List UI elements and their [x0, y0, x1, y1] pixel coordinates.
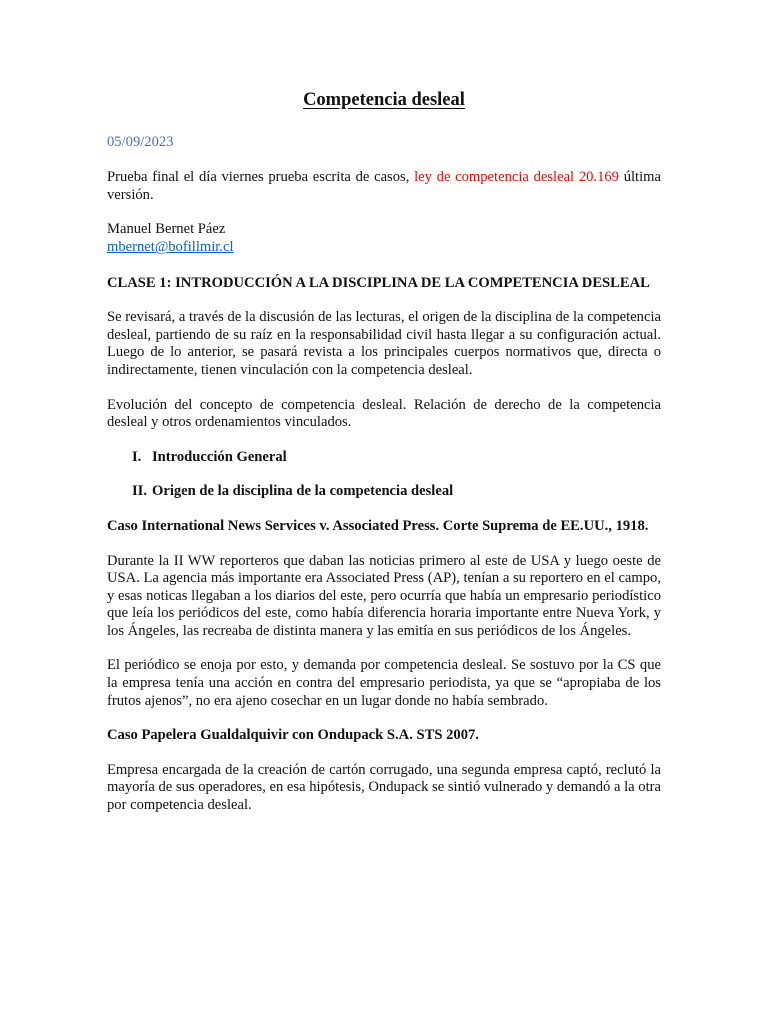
section-label: Origen de la disciplina de la competencia desleal: [152, 483, 454, 500]
case-heading: Caso Papelera Gualdalquivir con Ondupack S.A. STS 2007.: [107, 727, 479, 744]
evolucion-paragraph: Evolución del concepto de competencia desleal. Relación de derecho de la competencia desleal y otros ordenamientos vinculados.: [107, 396, 661, 431]
law-reference: ley de competencia desleal 20.169: [414, 169, 619, 186]
date-line: 05/09/2023: [107, 133, 174, 150]
exam-note-suffix: última versión.: [107, 169, 661, 203]
clase-description: Se revisará, a través de la discusión de las lecturas, el origen de la disciplina de la competencia desleal, partiendo de su raíz en la responsabilidad civil hasta llegar a su configuración actual. Luego de lo anterior, se pasará revista a los principales cuerpos normativos que, directa o indirectamente, tienen vinculación con la competencia desleal.: [107, 309, 661, 378]
section-number: I.: [132, 448, 142, 465]
section-item: [107, 483, 661, 501]
document-title: Competencia desleal: [303, 90, 465, 110]
exam-note: [107, 169, 661, 204]
author-name: Manuel Bernet Páez: [107, 221, 226, 238]
case-paragraph: Durante la II WW reporteros que daban las noticias primero al este de USA y luego oeste de USA. La agencia más importante era Associated Press (AP), tenían a su reportero en el campo, y esas noticas llegaban a los diarios del este, pero ocurría que había un empresario periodístico que leía los periódicos del este, como había diferencia horaria importante entre Nueva York, y los Ángeles, las recreaba de distinta manera y las emitía en sus periódicos de los Ángeles.: [107, 552, 661, 639]
clase-heading: CLASE 1: INTRODUCCIÓN A LA DISCIPLINA DE LA COMPETENCIA DESLEAL: [107, 274, 650, 291]
author-email-link[interactable]: mbernet@bofillmir.cl: [107, 238, 234, 255]
exam-note-prefix: Prueba final el día viernes prueba escrita de casos,: [107, 169, 415, 186]
case-heading: Caso International News Services v. Associated Press. Corte Suprema de EE.UU., 1918.: [107, 517, 649, 534]
section-item: [107, 449, 661, 467]
section-label: Introducción General: [152, 448, 287, 465]
case-paragraph: El periódico se enoja por esto, y demanda por competencia desleal. Se sostuvo por la CS que la empresa tenía una acción en contra del empresario periodista, ya que se “apropiaba de los frutos ajenos”, no era ajeno cosechar en un lugar donde no había sembrado.: [107, 657, 661, 709]
section-number: II.: [132, 483, 148, 500]
case-paragraph: Empresa encargada de la creación de cartón corrugado, una segunda empresa captó, reclutó la mayoría de sus operadores, en esa hipótesis, Ondupack se sintió vulnerado y demandó a la otra por competencia desleal.: [107, 761, 661, 814]
